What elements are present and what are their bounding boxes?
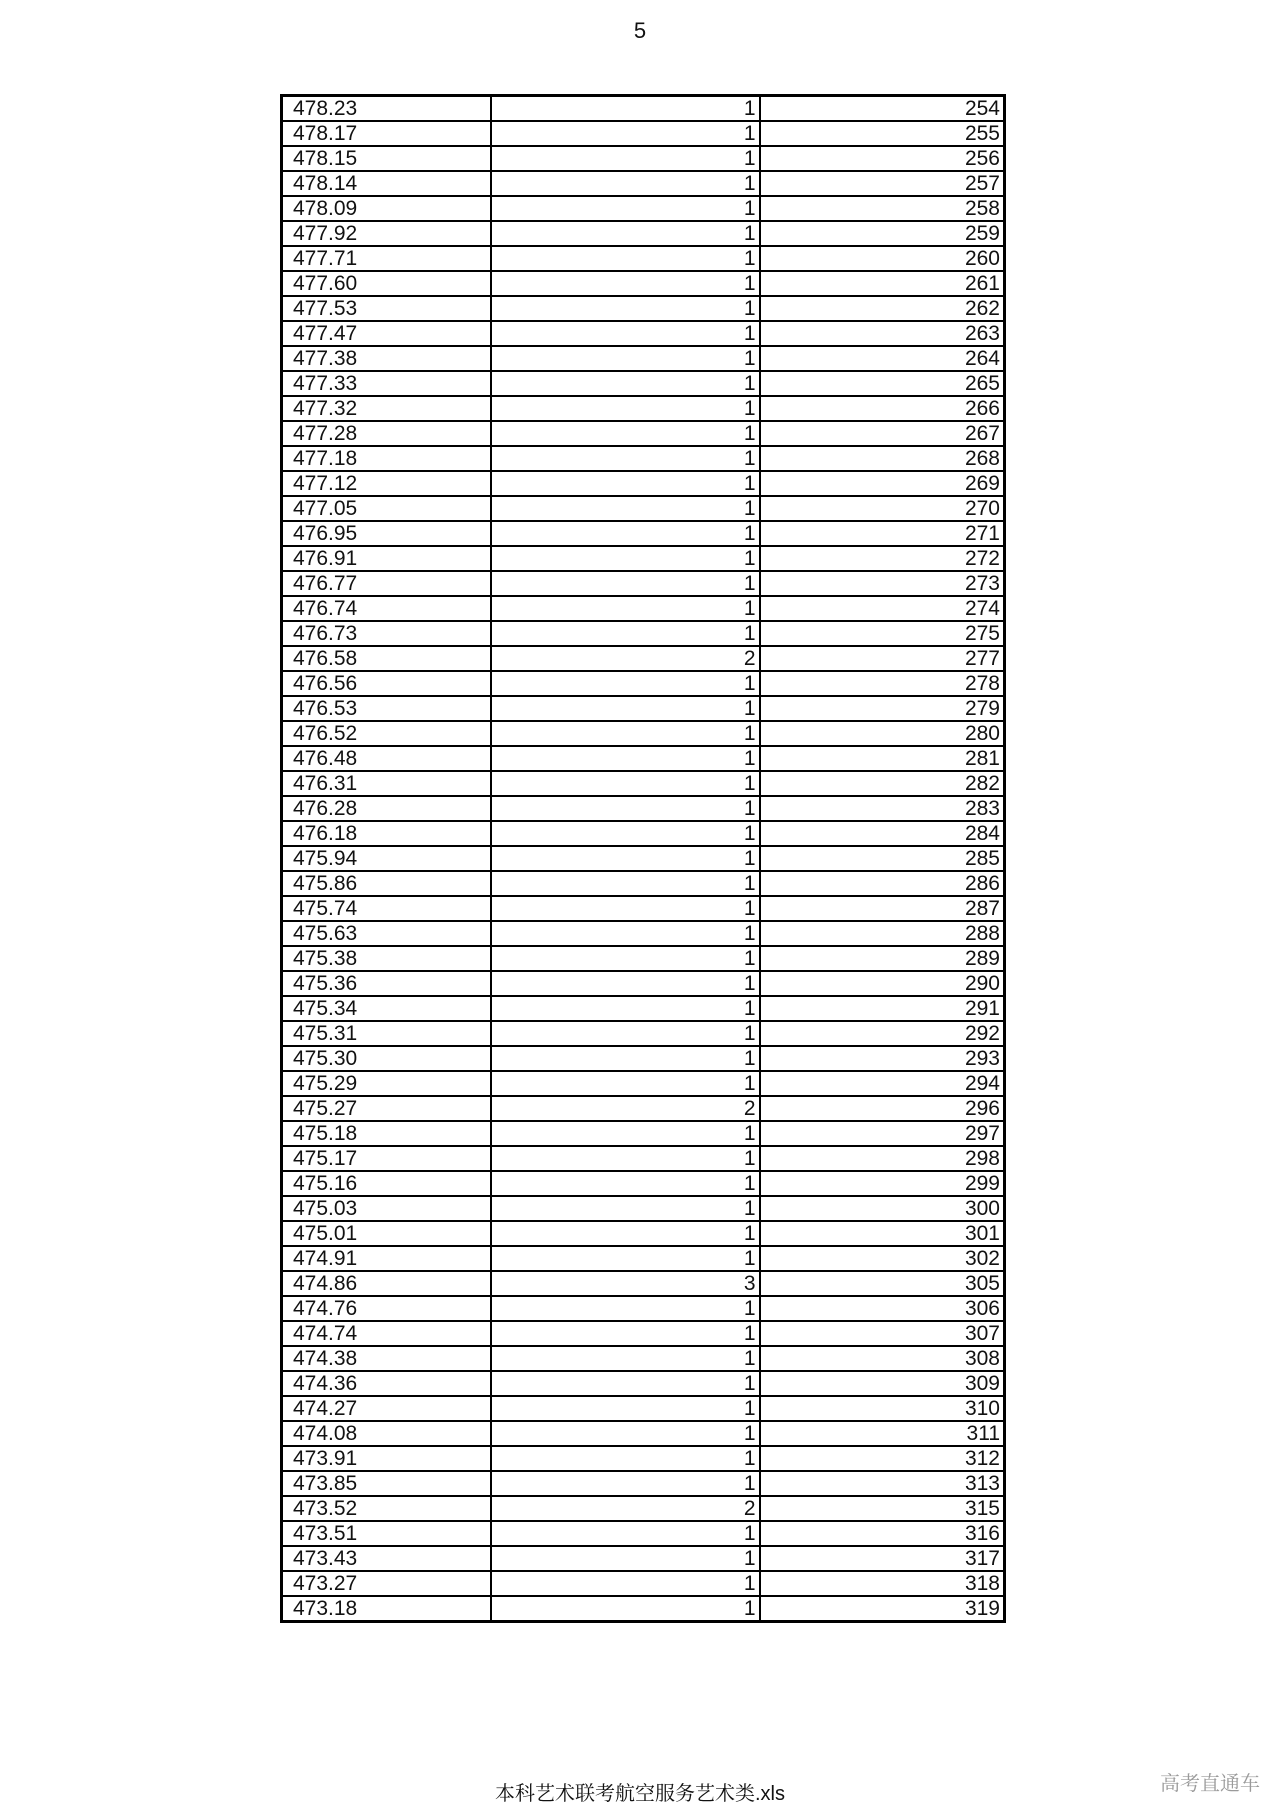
count-cell: 1: [491, 1021, 760, 1046]
count-cell: 1: [491, 946, 760, 971]
score-cell: 478.14: [282, 171, 491, 196]
table-row: [282, 696, 1005, 721]
count-cell: 1: [491, 596, 760, 621]
table-row: [282, 671, 1005, 696]
score-cell: 475.18: [282, 1121, 491, 1146]
table-row: [282, 171, 1005, 196]
rank-cell: 269: [760, 471, 1005, 496]
rank-cell: 291: [760, 996, 1005, 1021]
table-row: [282, 871, 1005, 896]
rank-cell: 301: [760, 1221, 1005, 1246]
rank-cell: 299: [760, 1171, 1005, 1196]
score-cell: 474.38: [282, 1346, 491, 1371]
rank-cell: 307: [760, 1321, 1005, 1346]
table-row: [282, 121, 1005, 146]
table-row: [282, 371, 1005, 396]
table-row: [282, 1421, 1005, 1446]
rank-cell: 267: [760, 421, 1005, 446]
score-cell: 473.52: [282, 1496, 491, 1521]
rank-cell: 279: [760, 696, 1005, 721]
count-cell: 1: [491, 371, 760, 396]
table-row: [282, 721, 1005, 746]
table-row: [282, 1021, 1005, 1046]
table-row: [282, 896, 1005, 921]
score-cell: 476.74: [282, 596, 491, 621]
rank-cell: 315: [760, 1496, 1005, 1521]
rank-cell: 294: [760, 1071, 1005, 1096]
score-cell: 475.63: [282, 921, 491, 946]
table-row: [282, 146, 1005, 171]
rank-cell: 286: [760, 871, 1005, 896]
count-cell: 1: [491, 1171, 760, 1196]
count-cell: 1: [491, 346, 760, 371]
table-row: [282, 846, 1005, 871]
table-row: [282, 1196, 1005, 1221]
table-row: [282, 571, 1005, 596]
rank-cell: 292: [760, 1021, 1005, 1046]
table-row: [282, 1521, 1005, 1546]
count-cell: 1: [491, 546, 760, 571]
count-cell: 1: [491, 971, 760, 996]
rank-cell: 309: [760, 1371, 1005, 1396]
score-cell: 473.51: [282, 1521, 491, 1546]
score-cell: 477.38: [282, 346, 491, 371]
count-cell: 1: [491, 671, 760, 696]
score-cell: 474.08: [282, 1421, 491, 1446]
score-cell: 475.03: [282, 1196, 491, 1221]
watermark: 高考直通车: [1160, 1773, 1260, 1795]
count-cell: 1: [491, 1521, 760, 1546]
score-cell: 475.27: [282, 1096, 491, 1121]
count-cell: 1: [491, 446, 760, 471]
score-cell: 477.71: [282, 246, 491, 271]
score-cell: 477.18: [282, 446, 491, 471]
count-cell: 1: [491, 1296, 760, 1321]
table-row: [282, 646, 1005, 671]
rank-cell: 273: [760, 571, 1005, 596]
count-cell: 1: [491, 1246, 760, 1271]
table-row: [282, 971, 1005, 996]
score-cell: 476.53: [282, 696, 491, 721]
table-row: [282, 1321, 1005, 1346]
table-row: [282, 1496, 1005, 1521]
score-cell: 476.28: [282, 796, 491, 821]
table-row: [282, 221, 1005, 246]
table-row: [282, 496, 1005, 521]
count-cell: 1: [491, 1196, 760, 1221]
count-cell: 1: [491, 621, 760, 646]
rank-cell: 263: [760, 321, 1005, 346]
score-table: [280, 94, 1006, 1623]
page-number: 5: [633, 18, 647, 43]
file-name: 本科艺术联考航空服务艺术类.xls: [495, 1783, 785, 1805]
count-cell: 1: [491, 746, 760, 771]
score-cell: 475.36: [282, 971, 491, 996]
count-cell: 1: [491, 1571, 760, 1596]
score-cell: 476.56: [282, 671, 491, 696]
table-row: [282, 921, 1005, 946]
rank-cell: 308: [760, 1346, 1005, 1371]
table-row: [282, 1346, 1005, 1371]
table-row: [282, 1271, 1005, 1296]
count-cell: 2: [491, 1496, 760, 1521]
score-cell: 476.18: [282, 821, 491, 846]
rank-cell: 287: [760, 896, 1005, 921]
rank-cell: 280: [760, 721, 1005, 746]
count-cell: 1: [491, 246, 760, 271]
rank-cell: 261: [760, 271, 1005, 296]
count-cell: 1: [491, 696, 760, 721]
table-row: [282, 1471, 1005, 1496]
rank-cell: 306: [760, 1296, 1005, 1321]
count-cell: 1: [491, 846, 760, 871]
rank-cell: 264: [760, 346, 1005, 371]
count-cell: 2: [491, 646, 760, 671]
count-cell: 1: [491, 1146, 760, 1171]
table-row: [282, 346, 1005, 371]
count-cell: 1: [491, 121, 760, 146]
rank-cell: 268: [760, 446, 1005, 471]
table-row: [282, 321, 1005, 346]
table-row: [282, 271, 1005, 296]
count-cell: 3: [491, 1271, 760, 1296]
score-cell: 474.86: [282, 1271, 491, 1296]
rank-cell: 260: [760, 246, 1005, 271]
score-cell: 475.34: [282, 996, 491, 1021]
rank-cell: 277: [760, 646, 1005, 671]
score-cell: 478.17: [282, 121, 491, 146]
table-row: [282, 996, 1005, 1021]
score-cell: 476.58: [282, 646, 491, 671]
rank-cell: 281: [760, 746, 1005, 771]
count-cell: 1: [491, 1046, 760, 1071]
score-cell: 474.91: [282, 1246, 491, 1271]
count-cell: 1: [491, 1071, 760, 1096]
table-row: [282, 1296, 1005, 1321]
rank-cell: 282: [760, 771, 1005, 796]
count-cell: 1: [491, 221, 760, 246]
count-cell: 1: [491, 1321, 760, 1346]
count-cell: 1: [491, 496, 760, 521]
rank-cell: 265: [760, 371, 1005, 396]
count-cell: 1: [491, 921, 760, 946]
table-row: [282, 196, 1005, 221]
rank-cell: 274: [760, 596, 1005, 621]
rank-cell: 290: [760, 971, 1005, 996]
rank-cell: 257: [760, 171, 1005, 196]
rank-cell: 289: [760, 946, 1005, 971]
rank-cell: 305: [760, 1271, 1005, 1296]
table-row: [282, 1171, 1005, 1196]
count-cell: 1: [491, 571, 760, 596]
table-row: [282, 521, 1005, 546]
rank-cell: 296: [760, 1096, 1005, 1121]
count-cell: 1: [491, 1596, 760, 1622]
rank-cell: 285: [760, 846, 1005, 871]
count-cell: 1: [491, 996, 760, 1021]
score-cell: 477.92: [282, 221, 491, 246]
count-cell: 1: [491, 821, 760, 846]
table-row: [282, 1546, 1005, 1571]
table-row: [282, 771, 1005, 796]
score-cell: 477.47: [282, 321, 491, 346]
rank-cell: 288: [760, 921, 1005, 946]
table-row: [282, 1146, 1005, 1171]
score-cell: 477.28: [282, 421, 491, 446]
count-cell: 1: [491, 771, 760, 796]
score-cell: 478.15: [282, 146, 491, 171]
table-row: [282, 471, 1005, 496]
count-cell: 1: [491, 321, 760, 346]
rank-cell: 297: [760, 1121, 1005, 1146]
score-cell: 478.23: [282, 96, 491, 122]
table-row: [282, 1046, 1005, 1071]
count-cell: 1: [491, 96, 760, 122]
score-cell: 475.29: [282, 1071, 491, 1096]
rank-cell: 293: [760, 1046, 1005, 1071]
rank-cell: 312: [760, 1446, 1005, 1471]
table-row: [282, 396, 1005, 421]
rank-cell: 318: [760, 1571, 1005, 1596]
score-cell: 475.86: [282, 871, 491, 896]
score-cell: 476.52: [282, 721, 491, 746]
score-cell: 476.77: [282, 571, 491, 596]
score-cell: 473.43: [282, 1546, 491, 1571]
score-cell: 476.48: [282, 746, 491, 771]
score-cell: 477.32: [282, 396, 491, 421]
score-cell: 474.74: [282, 1321, 491, 1346]
score-cell: 473.27: [282, 1571, 491, 1596]
table-row: [282, 246, 1005, 271]
rank-cell: 259: [760, 221, 1005, 246]
score-cell: 478.09: [282, 196, 491, 221]
score-cell: 475.01: [282, 1221, 491, 1246]
score-cell: 473.91: [282, 1446, 491, 1471]
score-cell: 475.74: [282, 896, 491, 921]
table-row: [282, 1121, 1005, 1146]
table-row: [282, 1071, 1005, 1096]
table-row: [282, 596, 1005, 621]
count-cell: 1: [491, 521, 760, 546]
count-cell: 1: [491, 271, 760, 296]
rank-cell: 270: [760, 496, 1005, 521]
score-cell: 476.31: [282, 771, 491, 796]
score-cell: 475.30: [282, 1046, 491, 1071]
score-cell: 475.94: [282, 846, 491, 871]
count-cell: 1: [491, 396, 760, 421]
rank-cell: 302: [760, 1246, 1005, 1271]
count-cell: 1: [491, 1121, 760, 1146]
table-row: [282, 1221, 1005, 1246]
rank-cell: 266: [760, 396, 1005, 421]
score-cell: 475.17: [282, 1146, 491, 1171]
rank-cell: 275: [760, 621, 1005, 646]
table-body: [282, 96, 1005, 1622]
count-cell: 1: [491, 296, 760, 321]
rank-cell: 298: [760, 1146, 1005, 1171]
count-cell: 1: [491, 1471, 760, 1496]
count-cell: 1: [491, 146, 760, 171]
score-cell: 475.38: [282, 946, 491, 971]
rank-cell: 317: [760, 1546, 1005, 1571]
score-cell: 476.73: [282, 621, 491, 646]
rank-cell: 316: [760, 1521, 1005, 1546]
rank-cell: 258: [760, 196, 1005, 221]
rank-cell: 256: [760, 146, 1005, 171]
count-cell: 1: [491, 796, 760, 821]
score-cell: 474.27: [282, 1396, 491, 1421]
count-cell: 1: [491, 1346, 760, 1371]
score-cell: 476.95: [282, 521, 491, 546]
table-row: [282, 546, 1005, 571]
table-row: [282, 746, 1005, 771]
count-cell: 1: [491, 471, 760, 496]
rank-cell: 271: [760, 521, 1005, 546]
score-cell: 477.53: [282, 296, 491, 321]
count-cell: 1: [491, 721, 760, 746]
count-cell: 1: [491, 896, 760, 921]
count-cell: 1: [491, 1546, 760, 1571]
table-row: [282, 1371, 1005, 1396]
rank-cell: 255: [760, 121, 1005, 146]
count-cell: 1: [491, 421, 760, 446]
rank-cell: 272: [760, 546, 1005, 571]
count-cell: 1: [491, 196, 760, 221]
score-cell: 476.91: [282, 546, 491, 571]
count-cell: 1: [491, 1221, 760, 1246]
rank-cell: 284: [760, 821, 1005, 846]
score-cell: 473.85: [282, 1471, 491, 1496]
score-cell: 477.60: [282, 271, 491, 296]
rank-cell: 262: [760, 296, 1005, 321]
score-cell: 475.31: [282, 1021, 491, 1046]
table-row: [282, 1246, 1005, 1271]
rank-cell: 311: [760, 1421, 1005, 1446]
rank-cell: 283: [760, 796, 1005, 821]
rank-cell: 278: [760, 671, 1005, 696]
count-cell: 2: [491, 1096, 760, 1121]
table-row: [282, 796, 1005, 821]
table-row: [282, 96, 1005, 122]
score-cell: 477.33: [282, 371, 491, 396]
table-row: [282, 821, 1005, 846]
score-cell: 477.05: [282, 496, 491, 521]
rank-cell: 300: [760, 1196, 1005, 1221]
count-cell: 1: [491, 1421, 760, 1446]
rank-cell: 254: [760, 96, 1005, 122]
score-cell: 474.76: [282, 1296, 491, 1321]
table-row: [282, 296, 1005, 321]
rank-cell: 319: [760, 1596, 1005, 1622]
table-row: [282, 1571, 1005, 1596]
score-cell: 473.18: [282, 1596, 491, 1622]
count-cell: 1: [491, 871, 760, 896]
table-row: [282, 621, 1005, 646]
score-cell: 475.16: [282, 1171, 491, 1196]
table-row: [282, 1596, 1005, 1622]
table-row: [282, 1446, 1005, 1471]
table-row: [282, 421, 1005, 446]
table-row: [282, 1096, 1005, 1121]
table-row: [282, 446, 1005, 471]
score-cell: 477.12: [282, 471, 491, 496]
count-cell: 1: [491, 1371, 760, 1396]
table-row: [282, 1396, 1005, 1421]
rank-cell: 310: [760, 1396, 1005, 1421]
count-cell: 1: [491, 1396, 760, 1421]
count-cell: 1: [491, 171, 760, 196]
table-row: [282, 946, 1005, 971]
count-cell: 1: [491, 1446, 760, 1471]
rank-cell: 313: [760, 1471, 1005, 1496]
score-cell: 474.36: [282, 1371, 491, 1396]
